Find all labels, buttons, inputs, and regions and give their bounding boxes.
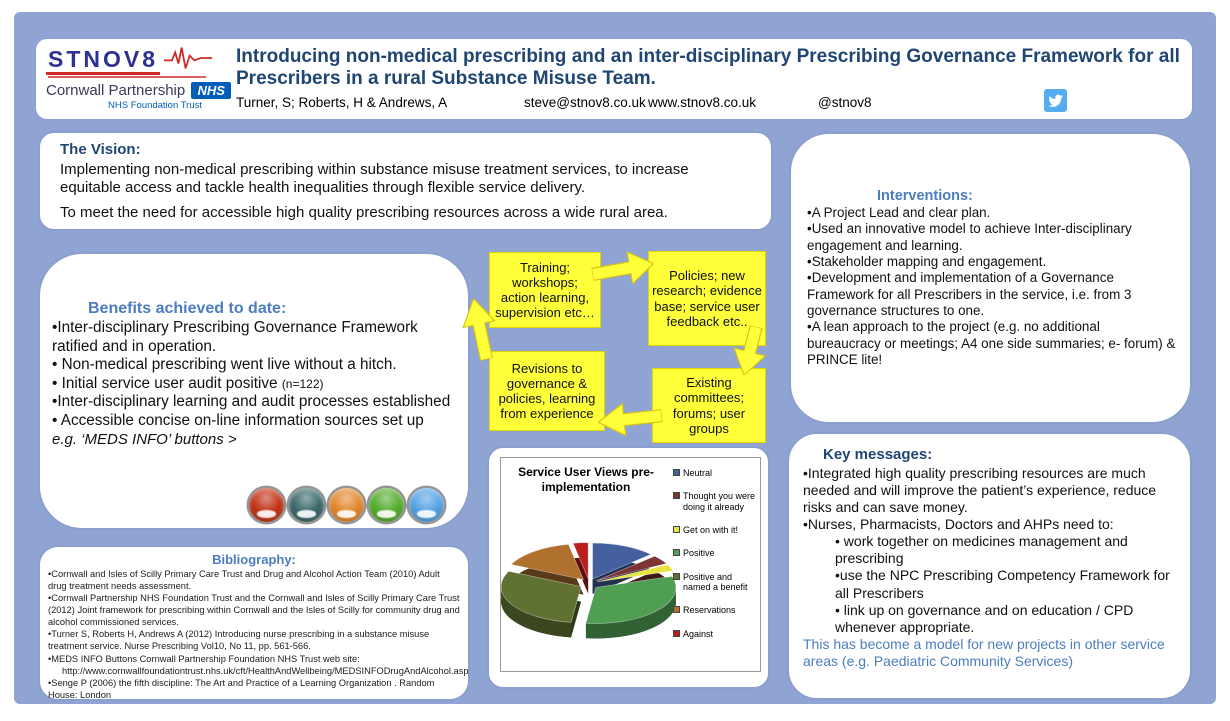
bibliography-section: [38, 545, 470, 701]
cycle-box-training: Training; workshops; action learning, supervision etc…: [489, 252, 601, 328]
brand-row: [46, 43, 236, 75]
poster-title: Introducing non-medical prescribing and an inter-disciplinary Prescribing Governance Framework for all Prescribers in a rural Substance Misuse Team.: [236, 46, 1180, 90]
benefit-item: •Inter-disciplinary Prescribing Governance Framework ratified and in operation.: [52, 319, 418, 355]
interventions-section: [789, 132, 1192, 424]
benefits-heading: Benefits achieved to date:: [88, 300, 287, 317]
legend-entry: [673, 548, 757, 558]
twitter-handle: @stnov8: [818, 95, 872, 110]
legend-label: Reservations: [683, 605, 736, 616]
logo-red-bar: [48, 76, 206, 78]
key-message-item: • link up on governance and on education / CPD whenever appropriate.: [835, 601, 1134, 635]
benefits-section: [38, 252, 470, 530]
cycle-box-existing: Existing committees; forums; user groups: [652, 368, 766, 443]
chart-legend: [673, 468, 757, 639]
legend-entry: [673, 468, 757, 478]
reference-item: •Turner S, Roberts H, Andrews A (2012) Introducing nurse prescribing in a substance misuse treatment service. Nurse Prescribing Vol10, No 11, pp. 561-566.: [48, 629, 430, 652]
twitter-icon[interactable]: [1044, 89, 1067, 112]
legend-entry: [673, 605, 757, 615]
key-messages-section: [787, 432, 1192, 700]
authors: Turner, S; Roberts, H & Andrews, A: [236, 95, 448, 110]
legend-entry: [673, 525, 757, 535]
legend-swatch: [673, 549, 680, 556]
interventions-list: [807, 205, 1176, 368]
meds-info-button[interactable]: [329, 488, 364, 522]
vision-paragraph-1: Implementing non-medical prescribing within substance misuse treatment services, to increase equitable access and tackle health inequalities through flexible service delivery.: [60, 161, 689, 196]
intervention-item: •Used an innovative model to achieve Inter-disciplinary engagement and learning.: [807, 221, 1132, 253]
header: [35, 38, 1193, 120]
benefit-item: • Non-medical prescribing went live without a hitch.: [52, 356, 397, 373]
key-message-item: • work together on medicines management and prescribing: [835, 533, 1128, 567]
intervention-item: •Stakeholder mapping and engagement.: [807, 254, 1047, 270]
stnov8-logo: [46, 43, 236, 117]
bibliography-heading: Bibliography:: [212, 552, 296, 567]
meds-info-note: e.g. ‘MEDS INFO’ buttons >: [52, 431, 237, 448]
meds-info-buttons: [249, 488, 444, 522]
benefit-item: • Accessible concise on-line information sources set up: [52, 411, 424, 429]
reference-item: •Cornwall Partnership NHS Foundation Trust and the Cornwall and Isles of Scilly Primary Care Trust (2012) Joint framework for prescribing within Cornwall and the Isles of Scilly for community drug and alcohol commissioned services.: [48, 593, 460, 628]
legend-entry: [673, 491, 757, 512]
reference-item: http://www.cornwallfoundationtrust.nhs.uk/cft/HealthAndWellbeing/MEDSINFODrugAndAlcohol.asp: [62, 665, 469, 676]
legend-swatch: [673, 492, 680, 499]
benefit-item: •Inter-disciplinary learning and audit processes established: [52, 393, 451, 410]
key-message-item: This has become a model for new projects in other service areas (e.g. Paediatric Community Services): [803, 635, 1165, 669]
key-message-item: •Nurses, Pharmacists, Doctors and AHPs need to:: [803, 516, 1114, 533]
org-row: [46, 82, 236, 99]
trust-name: NHS Foundation Trust: [108, 100, 202, 111]
meds-info-button[interactable]: [289, 488, 324, 522]
key-messages-list: [803, 465, 1178, 670]
meds-info-button[interactable]: [249, 488, 284, 522]
org-name: Cornwall Partnership: [46, 82, 186, 99]
nhs-logo: NHS: [191, 82, 231, 99]
legend-swatch: [673, 469, 680, 476]
key-messages-heading: Key messages:: [823, 446, 933, 463]
legend-swatch: [673, 630, 680, 637]
legend-label: Get on with it!: [683, 525, 739, 536]
intervention-item: •Development and implementation of a Governance Framework for all Prescribers in the service, i.e. from 3 governance structures to one.: [807, 270, 1132, 319]
vision-section: [38, 131, 773, 231]
legend-swatch: [673, 606, 680, 613]
legend-swatch: [673, 526, 680, 533]
chart-plot-area: [500, 457, 761, 672]
vision-heading: The Vision:: [60, 141, 141, 158]
legend-label: Positive and named a benefit: [683, 571, 748, 593]
legend-label: Neutral: [683, 468, 713, 478]
benefits-list: [52, 319, 456, 430]
cycle-box-policies: Policies; new research; evidence base; service user feedback etc..: [648, 251, 766, 346]
vision-paragraph-2: To meet the need for accessible high quality prescribing resources across a wide rural area.: [60, 204, 668, 221]
contact-email: steve@stnov8.co.uk: [524, 95, 646, 110]
benefit-item: • Initial service user audit positive (n=122): [52, 374, 324, 392]
chart-title: Service User Views pre-implementation: [518, 465, 654, 494]
reference-item: •Cornwall and Isles of Scilly Primary Care Trust and Drug and Alcohol Action Team (2010) Adult drug treatment needs assessment.: [48, 569, 440, 592]
twitter-bird-icon: [1047, 92, 1064, 109]
key-message-item: •Integrated high quality prescribing resources are much needed and will improve the patient’s experience, reduce risks and can save money.: [803, 465, 1157, 516]
key-message-item: •use the NPC Prescribing Competency Framework for all Prescribers: [835, 567, 1170, 601]
stnov8-wordmark: STNOV8: [46, 48, 160, 75]
intervention-item: •A lean approach to the project (e.g. no additional bureaucracy or meetings; A4 one side summaries; e- forum) & PRINCE lite!: [807, 319, 1176, 368]
reference-item: •MEDS INFO Buttons Cornwall Partnership Foundation NHS Trust web site:: [48, 653, 360, 664]
bibliography-list: [48, 568, 469, 701]
legend-entry: [673, 629, 757, 639]
reference-item: •Senge P (2006) the fifth discipline: The Art and Practice of a Learning Organization . Random House: London: [48, 677, 435, 700]
website-url: www.stnov8.co.uk: [648, 95, 757, 110]
ecg-trace-icon: [164, 43, 212, 73]
intervention-item: •A Project Lead and clear plan.: [807, 205, 991, 220]
meds-info-button[interactable]: [369, 488, 404, 522]
meds-info-button[interactable]: [409, 488, 444, 522]
legend-label: Thought you were doing it already: [683, 491, 756, 512]
legend-entry: [673, 572, 757, 593]
interventions-heading: Interventions:: [877, 188, 973, 204]
cycle-arrow-left-icon: [596, 397, 664, 441]
legend-label: Positive: [683, 548, 715, 559]
legend-label: Against: [683, 628, 714, 639]
legend-swatch: [673, 573, 680, 580]
cycle-box-revisions: Revisions to governance & policies, learning from experience: [489, 351, 605, 431]
chart-section: [487, 446, 770, 689]
